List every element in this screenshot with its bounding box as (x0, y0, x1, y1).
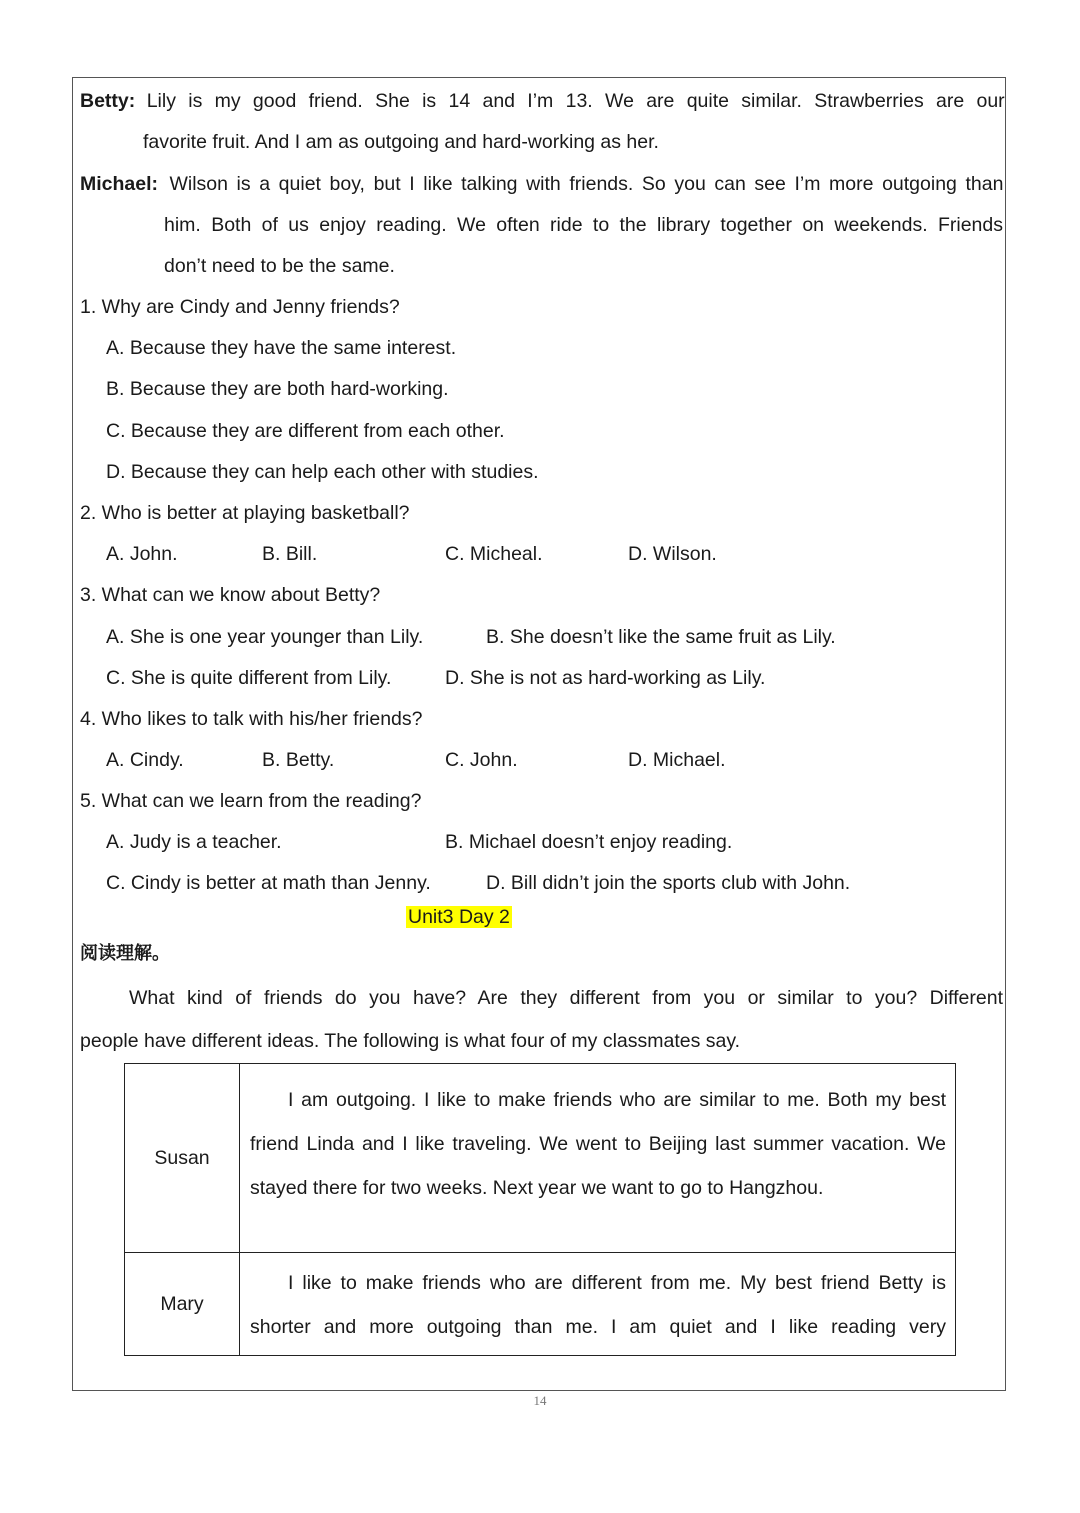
question-4-stem: 4. Who likes to talk with his/her friends? (80, 708, 423, 730)
question-2-stem: 2. Who is better at playing basketball? (80, 502, 410, 524)
question-2-option-b: B. Bill. (262, 543, 318, 565)
question-1-option-b: B. Because they are both hard-working. (106, 378, 449, 400)
table-row (125, 1253, 956, 1356)
michael-text-3: don’t need to be the same. (164, 255, 395, 277)
question-5-option-b: B. Michael doesn’t enjoy reading. (445, 831, 733, 853)
speaker-betty: Betty: (80, 90, 136, 112)
speaker-michael: Michael: (80, 173, 159, 195)
susan-text: I am outgoing. I like to make friends who are similar to me. Both my best friend Linda and I like traveling. We went to Beijing last summer vacation. We stayed there for two weeks. Next year we want to go to Hangzhou. (250, 1089, 946, 1199)
section-label: 阅读理解。 (80, 943, 170, 964)
cell-paragraph (240, 1064, 955, 1210)
name-cell: Susan (125, 1064, 240, 1253)
question-1-option-a: A. Because they have the same interest. (106, 337, 457, 359)
question-3-stem: 3. What can we know about Betty? (80, 584, 381, 606)
unit-heading (406, 905, 512, 929)
intro-line-1: What kind of friends do you have? Are they different from you or similar to you? Different (129, 987, 1003, 1009)
question-3-option-a: A. She is one year younger than Lily. (106, 626, 424, 648)
question-3-option-c: C. She is quite different from Lily. (106, 667, 392, 689)
question-1-stem: 1. Why are Cindy and Jenny friends? (80, 296, 400, 318)
question-5-option-d: D. Bill didn’t join the sports club with John. (486, 872, 851, 894)
question-5-option-a: A. Judy is a teacher. (106, 831, 282, 853)
page-number: 14 (533, 1393, 547, 1408)
question-4-option-a: A. Cindy. (106, 749, 184, 771)
question-1-option-d: D. Because they can help each other with studies. (106, 461, 539, 483)
question-5-stem: 5. What can we learn from the reading? (80, 790, 422, 812)
mary-text: I like to make friends who are different from me. My best friend Betty is shorter and more outgoing than me. I am quiet and I like reading very (250, 1272, 946, 1338)
question-2-option-c: C. Micheal. (445, 543, 543, 565)
question-4-option-d: D. Michael. (628, 749, 726, 771)
michael-text-2: him. Both of us enjoy reading. We often ride to the library together on weekends. Friends (164, 214, 1003, 236)
cell-paragraph (240, 1253, 955, 1349)
michael-line-1 (80, 172, 1003, 196)
question-2-option-a: A. John. (106, 543, 178, 565)
unit-heading-text: Unit3 Day 2 (408, 906, 510, 928)
question-3-option-d: D. She is not as hard-working as Lily. (445, 667, 766, 689)
question-4-option-b: B. Betty. (262, 749, 335, 771)
question-2-option-d: D. Wilson. (628, 543, 717, 565)
intro-line-2: people have different ideas. The following is what four of my classmates say. (80, 1030, 741, 1052)
question-3-option-b: B. She doesn’t like the same fruit as Lily. (486, 626, 836, 648)
question-1-option-c: C. Because they are different from each other. (106, 420, 505, 442)
betty-text-2: favorite fruit. And I am as outgoing and hard-working as her. (143, 131, 659, 153)
michael-text-1: Wilson is a quiet boy, but I like talking with friends. So you can see I’m more outgoing than (169, 173, 1004, 195)
question-5-option-c: C. Cindy is better at math than Jenny. (106, 872, 431, 894)
classmates-table (124, 1063, 956, 1356)
question-4-option-c: C. John. (445, 749, 518, 771)
name-cell: Mary (125, 1253, 240, 1356)
text-cell (240, 1253, 956, 1356)
text-cell (240, 1064, 956, 1253)
betty-line-1 (80, 89, 1005, 113)
table-row (125, 1064, 956, 1253)
betty-text-1: Lily is my good friend. She is 14 and I’m 13. We are quite similar. Strawberries are our (146, 90, 1005, 112)
